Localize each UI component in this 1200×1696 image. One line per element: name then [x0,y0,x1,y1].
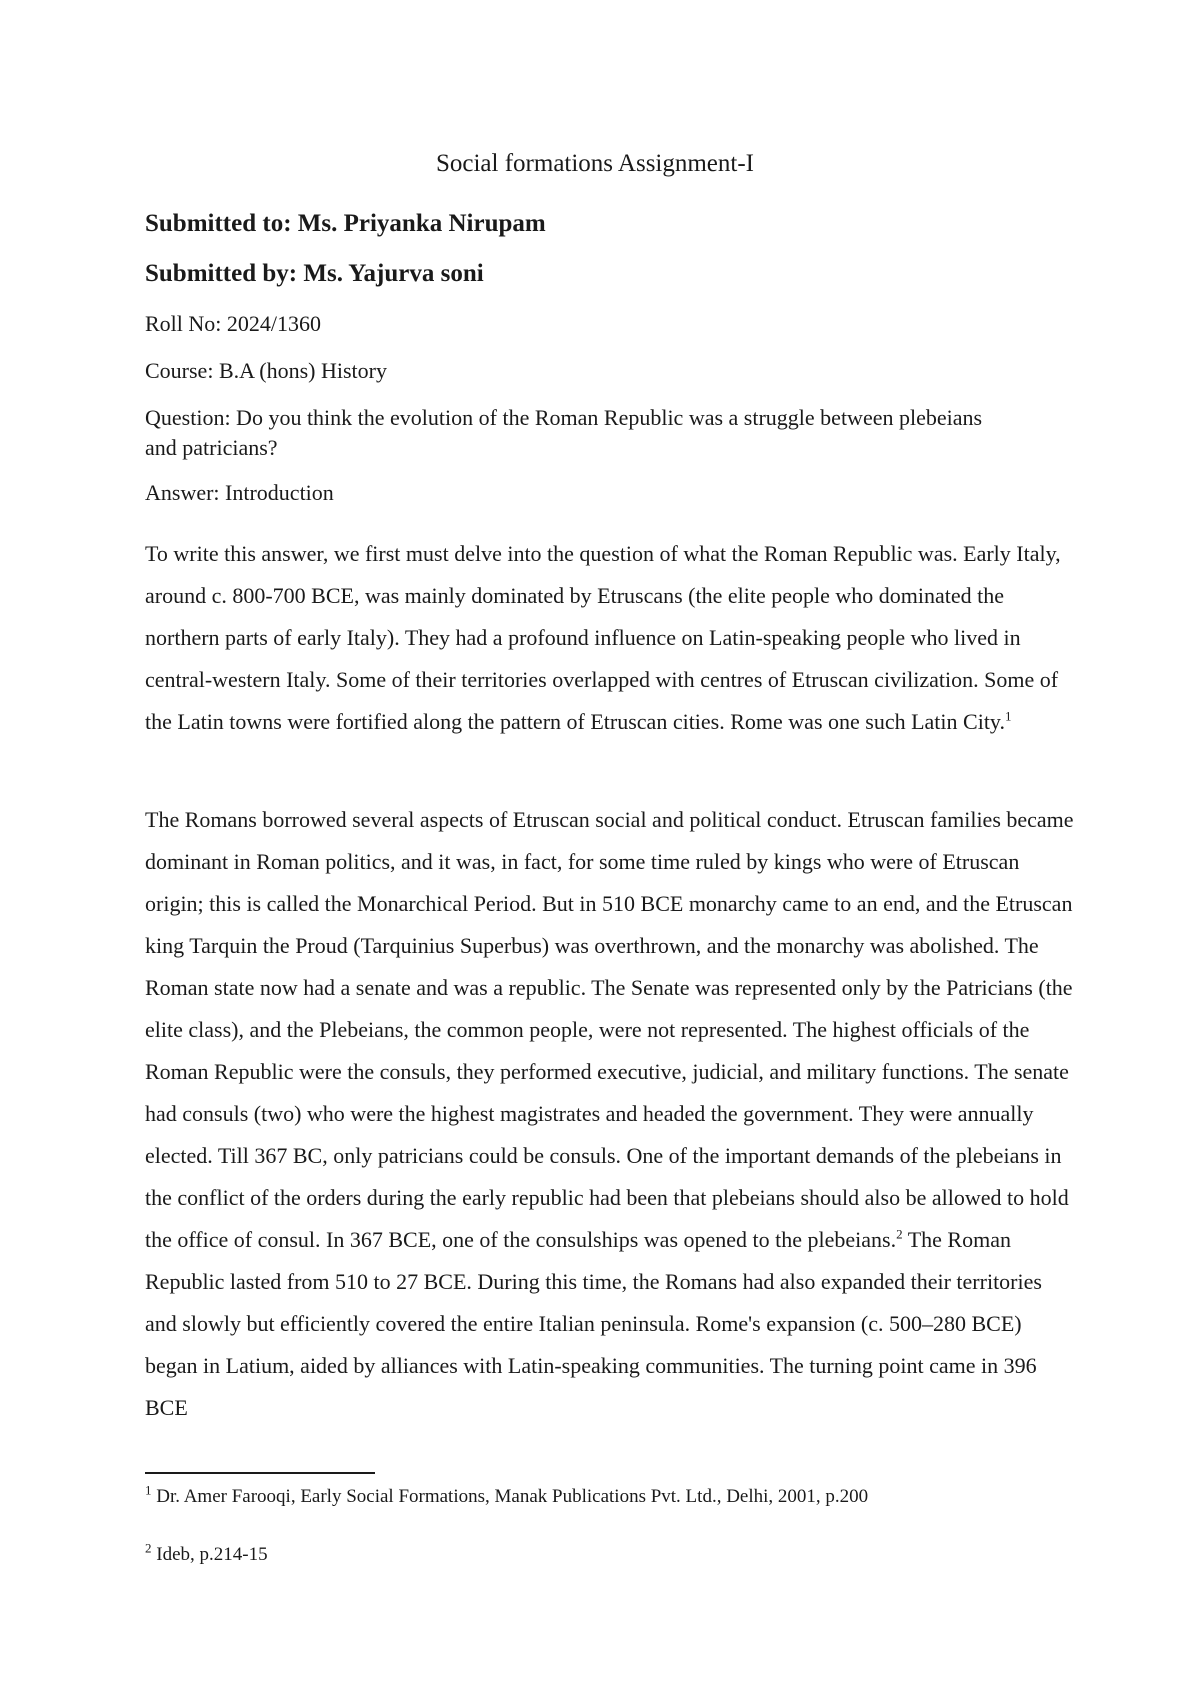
document-page [145,0,1075,1696]
footnote-1-number: 1 [145,1482,152,1498]
submitted-to-label: Submitted to: [145,210,292,237]
footnote-1 [145,1484,1075,1510]
course-line: Course: B.A (hons) History [145,358,387,383]
submitted-by-line [145,260,484,288]
paragraph-introduction [145,533,1075,743]
footnote-ref-1: 1 [1005,708,1012,724]
footnote-ref-2: 2 [896,1226,903,1242]
document-title: Social formations Assignment-I [435,150,755,177]
paragraph-2-text-a: The Romans borrowed several aspects of Etruscan social and political conduct. Etruscan families became dominant in Roman politics, and it was, in fact, for some time ruled by kings who were of Etruscan origin; this is called the Monarchical Period. But in 510 BCE monarchy came to an end, and the Etruscan king Tarquin the Proud (Tarquinius Superbus) was overthrown, and the monarchy was abolished. The Roman state now had a senate and was a republic. The Senate was represented only by the Patricians (the elite class), and the Plebeians, the common people, were not represented. The highest officials of the Roman Republic were the consuls, they performed executive, judicial, and military functions. The senate had consuls (two) who were the highest magistrates and headed the government. They were annually elected. Till 367 BC, only patricians could be consuls. One of the important demands of the plebeians in the conflict of the orders during the early republic had been that plebeians should also be allowed to hold the office of consul. In 367 BCE, one of the consulships was opened to the plebeians. [145,807,1074,1252]
submitted-to-line [145,210,546,238]
footnote-2-number: 2 [145,1540,152,1556]
answer-heading: Answer: Introduction [145,480,334,505]
footnote-separator [145,1472,375,1474]
footnote-2-text: Ideb, p.214-15 [151,1544,268,1565]
paragraph-2-text-b: The Roman Republic lasted from 510 to 27 BCE. During this time, the Romans had also expanded their territories and slowly but efficiently covered the entire Italian peninsula. Rome's expansion (c. 500–280 BCE) began in Latium, aided by alliances with Latin-speaking communities. The turning point came in 396 BCE [145,1227,1042,1420]
submitted-by-value: Ms. Yajurva soni [303,260,484,287]
paragraph-republic [145,799,1075,1429]
roll-number: Roll No: 2024/1360 [145,311,322,336]
submitted-by-label: Submitted by: [145,260,298,287]
question-text: Question: Do you think the evolution of the Roman Republic was a struggle between plebeians and patricians? [145,405,983,460]
submitted-to-value: Ms. Priyanka Nirupam [297,210,546,237]
footnote-2 [145,1542,1075,1568]
paragraph-1-text: To write this answer, we first must delve into the question of what the Roman Republic was. Early Italy, around c. 800-700 BCE, was mainly dominated by Etruscans (the elite people who dominated the northern parts of early Italy). They had a profound influence on Latin-speaking people who lived in central-western Italy. Some of their territories overlapped with centres of Etruscan civilization. Some of the Latin towns were fortified along the pattern of Etruscan cities. Rome was one such Latin City. [145,541,1061,734]
footnote-1-text: Dr. Amer Farooqi, Early Social Formations, Manak Publications Pvt. Ltd., Delhi, 2001, p.200 [151,1486,869,1507]
